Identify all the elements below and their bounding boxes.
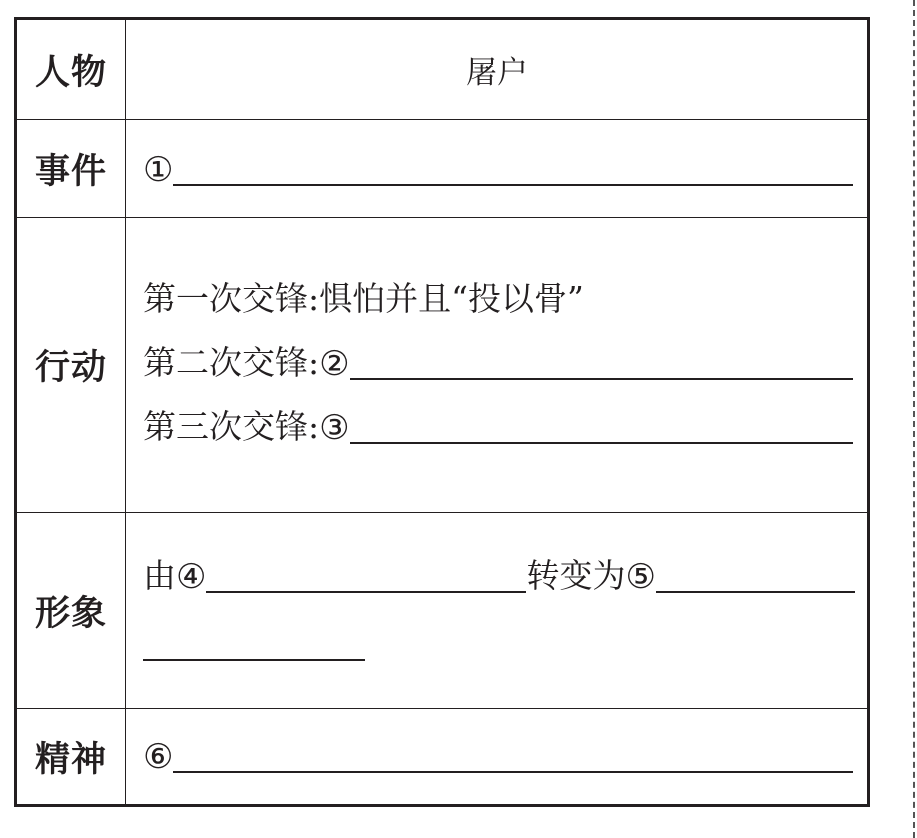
answer-blank-6[interactable] <box>173 739 853 773</box>
row-label-spirit: 精神 <box>17 709 126 804</box>
action-line-1 <box>143 278 853 320</box>
row-label-image: 形象 <box>17 513 126 708</box>
action-line-2 <box>143 342 853 384</box>
blank-number-1: ① <box>143 150 174 190</box>
row-image <box>17 513 867 709</box>
answer-blank-5[interactable] <box>656 559 855 593</box>
row-label-character: 人物 <box>17 20 126 119</box>
image-prefix: 由 <box>143 556 176 595</box>
event-line <box>143 148 853 190</box>
spirit-content <box>127 709 867 804</box>
action-line1-prefix: 第一次交锋: <box>143 279 320 318</box>
spirit-line <box>143 735 853 777</box>
worksheet-table <box>14 17 870 807</box>
cut-line-divider <box>913 0 915 838</box>
image-line-1 <box>143 555 855 597</box>
action-content <box>127 218 867 512</box>
row-event <box>17 120 867 218</box>
row-character <box>17 20 867 120</box>
answer-blank-4[interactable] <box>206 559 526 593</box>
answer-blank-1[interactable] <box>173 152 853 186</box>
answer-blank-3[interactable] <box>350 410 853 444</box>
image-line-2 <box>143 623 853 665</box>
row-spirit <box>17 709 867 804</box>
answer-blank-5-continued[interactable] <box>143 627 365 661</box>
blank-number-4: ④ <box>176 557 207 597</box>
row-action <box>17 218 867 513</box>
character-value: 屠户 <box>466 55 528 91</box>
blank-number-2: ② <box>319 344 350 384</box>
answer-blank-2[interactable] <box>350 346 853 380</box>
action-line3-prefix: 第三次交锋: <box>143 407 320 446</box>
image-content <box>127 513 867 708</box>
action-line2-prefix: 第二次交锋: <box>143 343 320 382</box>
action-line-3 <box>143 406 853 448</box>
row-label-action: 行动 <box>17 218 126 512</box>
blank-number-3: ③ <box>319 408 350 448</box>
event-content <box>127 120 867 217</box>
row-label-event: 事件 <box>17 120 126 217</box>
blank-number-5: ⑤ <box>625 557 656 597</box>
blank-number-6: ⑥ <box>143 737 174 777</box>
action-line1-text: 惧怕并且“投以骨” <box>319 279 584 318</box>
image-middle: 转变为 <box>526 556 626 595</box>
